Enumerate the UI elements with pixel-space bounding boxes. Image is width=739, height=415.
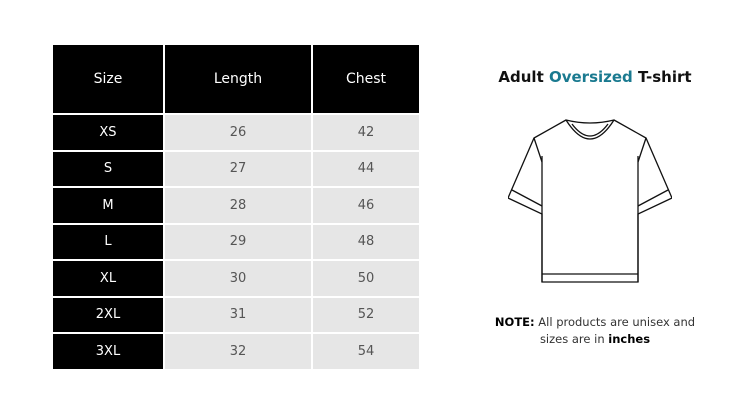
tshirt-outline-icon — [508, 116, 672, 288]
table-row — [53, 298, 419, 333]
length-cell: 28 — [165, 188, 311, 223]
size-cell: L — [53, 225, 163, 260]
chest-cell: 48 — [313, 225, 419, 260]
table-row — [53, 115, 419, 150]
size-cell: S — [53, 152, 163, 187]
length-cell: 26 — [165, 115, 311, 150]
header-chest: Chest — [313, 45, 419, 113]
length-cell: 32 — [165, 334, 311, 369]
chest-cell: 52 — [313, 298, 419, 333]
length-cell: 27 — [165, 152, 311, 187]
chest-cell: 50 — [313, 261, 419, 296]
size-cell: M — [53, 188, 163, 223]
title-accent: Oversized — [548, 68, 633, 86]
size-cell: 2XL — [53, 298, 163, 333]
note-text: All products are unisex and sizes are in — [534, 315, 696, 346]
size-cell: 3XL — [53, 334, 163, 369]
header-size: Size — [53, 45, 163, 113]
table-row — [53, 261, 419, 296]
note-emphasis: inches — [608, 332, 651, 346]
title-text-end: T-shirt — [632, 68, 692, 86]
length-cell: 30 — [165, 261, 311, 296]
title-text: Adult — [498, 68, 549, 86]
length-cell: 31 — [165, 298, 311, 333]
header-length: Length — [165, 45, 311, 113]
length-cell: 29 — [165, 225, 311, 260]
table-row — [53, 152, 419, 187]
table-header-row — [53, 45, 419, 113]
size-chart-table — [53, 45, 419, 371]
product-title — [480, 68, 710, 86]
chest-cell: 46 — [313, 188, 419, 223]
size-cell: XL — [53, 261, 163, 296]
table-row — [53, 334, 419, 369]
chest-cell: 44 — [313, 152, 419, 187]
chest-cell: 54 — [313, 334, 419, 369]
chest-cell: 42 — [313, 115, 419, 150]
size-cell: XS — [53, 115, 163, 150]
table-row — [53, 188, 419, 223]
table-row — [53, 225, 419, 260]
note-label: NOTE: — [494, 315, 535, 329]
sizing-note — [482, 314, 708, 348]
